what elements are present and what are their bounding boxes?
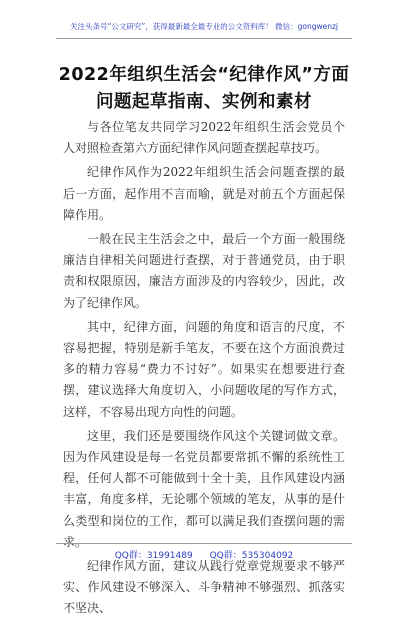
body-paragraph: 其中，纪律方面，问题的角度和语言的尺度，不容易把握，特别是新手笔友，不要在这个方面浪费过多的精力容易“费力不讨好”。如果实在想要进行查摆，建议选择大角度切入，小问题收尾的写作方式，这样，不容易出现方向性的问题。 — [63, 319, 345, 419]
body-paragraph: 一般在民主生活会之中，最后一个方面一般围绕廉洁自律相关问题进行查摆，对于普通党员，由于职责和权限原因，廉洁方面涉及的内容较少，因此，改为了纪律作风。 — [63, 232, 345, 310]
footer-qq-group-1: QQ群：31991489 — [114, 551, 193, 561]
footer-banner — [56, 543, 352, 561]
document-title: 2022年组织生活会“纪律作风”方面问题起草指南、实例和素材 — [58, 65, 350, 112]
footer-qq-group-2: QQ群：535304092 — [209, 551, 294, 561]
header-banner: 关注头条号“公文研究”，获得最新最全最专业的公文资料库！ 微信：gongwenzj — [56, 20, 352, 39]
body-paragraph: 与各位笔友共同学习2022年组织生活会党员个人对照检查第六方面纪律作风问题查摆起草技巧。 — [63, 120, 345, 156]
body-paragraph: 纪律作风作为2022年组织生活会问题查摆的最后一方面，起作用不言而喻，就是对前五个方面起保障作用。 — [63, 165, 345, 222]
body-paragraph: 纪律作风方面，建议从践行党章党规要求不够严实、作风建设不够深入、斗争精神不够强烈、抓落实不坚决、 — [63, 559, 345, 616]
body-paragraph: 这里，我们还是要围绕作风这个关键词做文章。因为作风建设是每一名党员都要常抓不懈的系统性工程，任何人都不可能做到十全十美，且作风建设内涵丰富，角度多样，无论哪个领域的笔友，从事的是什么类型和岗位的工作，都可以满足我们查摆问题的需求。 — [63, 428, 345, 549]
